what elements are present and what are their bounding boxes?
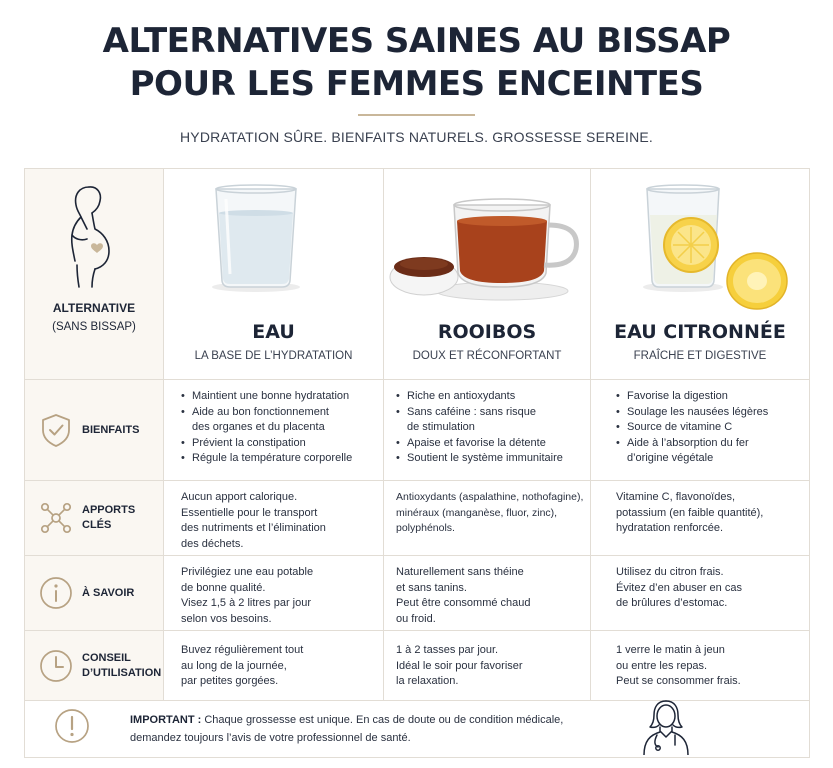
cell-line: Évitez d’en abuser en cas [616, 581, 742, 594]
cell-line: hydratation renforcée. [616, 522, 724, 534]
cell-line: Essentielle pour le transport [181, 506, 318, 519]
list-item: • Source de vitamine C [616, 420, 806, 436]
cell-line: Naturellement sans théine [396, 566, 524, 578]
cell-line: 1 à 2 tasses par jour. [396, 644, 499, 656]
cell-line: potassium (en faible quantité), [616, 506, 764, 519]
row-label-line: CONSEIL [82, 651, 131, 664]
column-title: ROOIBOS [437, 321, 537, 343]
cell-line: et sans tanins. [396, 581, 467, 594]
subtitle: HYDRATATION SÛRE. BIENFAITS NATURELS. GROSSESSE SEREINE. [179, 129, 654, 145]
column-eau-citronnee [591, 169, 809, 379]
cell-apports-eau-citronnee [616, 490, 806, 537]
cell-line: de brûlures d’estomac. [616, 597, 728, 609]
cell-savoir-eau [181, 565, 381, 627]
cell-bienfaits-rooibos [396, 389, 586, 467]
doctor-icon [636, 697, 696, 755]
cup-of-tea-illustration [384, 169, 590, 314]
cell-line: minéraux (manganèse, fluor, zinc), [396, 506, 558, 519]
cell-line: Peut se consommer frais. [616, 675, 741, 687]
column-title: EAU CITRONNÉE [614, 321, 786, 343]
column-rooibos [384, 169, 590, 379]
row-label-savoir [25, 556, 163, 630]
cell-line: selon vos besoins. [181, 612, 272, 625]
cell-line: au long de la journée, [181, 659, 287, 672]
row-label [82, 651, 161, 681]
list-item: • Sans caféine : sans risque de stimulation [396, 405, 586, 436]
cell-bienfaits-eau [181, 389, 381, 467]
alternative-heading [25, 301, 163, 333]
cell-line: Utilisez du citron frais. [616, 566, 724, 578]
exclamation-icon [54, 708, 90, 744]
cell-line: Visez 1,5 à 2 litres par jour [181, 597, 312, 609]
cell-line: des nutriments et l’élimination [181, 522, 326, 534]
column-title: EAU [252, 321, 295, 343]
cell-line: ou entre les repas. [616, 659, 708, 672]
cell-line: ou froid. [396, 612, 436, 625]
cell-line: Idéal le soir pour favoriser [396, 659, 523, 672]
shield-check-icon [38, 412, 74, 448]
row-label-apports [25, 481, 163, 555]
cell-line: Buvez régulièrement tout [181, 644, 304, 656]
list-item: • Soutient le système immunitaire [396, 451, 586, 467]
column-eau [164, 169, 383, 379]
list-item: • Soulage les nausées légères [616, 405, 806, 421]
page-title [0, 20, 833, 106]
title-divider [358, 114, 475, 116]
info-icon [38, 575, 74, 611]
cell-apports-eau [181, 490, 381, 552]
row-label-conseil [25, 631, 163, 700]
cell-savoir-rooibos [396, 565, 586, 627]
alternative-label: ALTERNATIVE [52, 301, 136, 315]
cell-apports-rooibos [396, 490, 588, 537]
cell-line: Vitamine C, flavonoïdes, [616, 491, 736, 503]
cell-line: de bonne qualité. [181, 581, 266, 594]
molecule-icon [38, 500, 74, 536]
cell-line: Peut être consommé chaud [396, 597, 531, 609]
alternative-sublabel: (SANS BISSAP) [52, 321, 136, 333]
row-label-bienfaits [25, 380, 163, 480]
list-item: • Apaise et favorise la détente [396, 436, 586, 452]
list-item: • Maintient une bonne hydratation [181, 389, 381, 405]
cell-line: polyphénols. [396, 522, 455, 534]
cell-savoir-eau-citronnee [616, 565, 806, 612]
lemon-water-illustration [591, 169, 809, 314]
comparison-table [24, 168, 810, 758]
row-label: APPORTS CLÉS [82, 504, 136, 531]
cell-bienfaits-eau-citronnee [616, 389, 806, 467]
list-item: • Riche en antioxydants [396, 389, 586, 405]
row-label-line: D’UTILISATION [82, 666, 162, 679]
cell-line: Antioxydants (aspalathine, nothofagine), [396, 491, 584, 503]
cell-conseil-eau [181, 643, 381, 690]
title-line-1: ALTERNATIVES SAINES AU BISSAP [102, 21, 731, 61]
cell-line: 1 verre le matin à jeun [616, 644, 725, 656]
column-tagline: FRAÎCHE ET DIGESTIVE [633, 350, 767, 362]
important-note [130, 711, 610, 747]
pregnant-woman-icon [59, 181, 129, 289]
row-label: BIENFAITS [82, 423, 140, 436]
cell-line: la relaxation. [396, 675, 459, 687]
cell-conseil-rooibos [396, 643, 586, 690]
row-label: À SAVOIR [82, 586, 135, 599]
important-text: Chaque grossesse est unique. En cas de doute ou de condition médicale, demandez toujours l’avis de votre professionnel de santé. [130, 714, 564, 744]
list-item: • Aide au bon fonctionnement des organes et du placenta [181, 405, 381, 436]
column-tagline: LA BASE DE L’HYDRATATION [194, 350, 353, 362]
cell-line: Aucun apport calorique. [181, 491, 298, 503]
title-line-2: POUR LES FEMMES ENCEINTES [129, 64, 704, 104]
clock-icon [38, 648, 74, 684]
list-item: • Régule la température corporelle [181, 451, 381, 467]
column-tagline: DOUX ET RÉCONFORTANT [412, 350, 562, 362]
cell-line: Privilégiez une eau potable [181, 566, 314, 578]
important-label: IMPORTANT : [130, 714, 202, 726]
cell-conseil-eau-citronnee [616, 643, 806, 690]
cell-line: des déchets. [181, 537, 244, 550]
list-item: • Aide à l’absorption du fer d’origine végétale [616, 436, 806, 467]
list-item: • Prévient la constipation [181, 436, 381, 452]
cell-line: par petites gorgées. [181, 675, 279, 687]
glass-of-water-illustration [164, 169, 383, 314]
list-item: • Favorise la digestion [616, 389, 806, 405]
